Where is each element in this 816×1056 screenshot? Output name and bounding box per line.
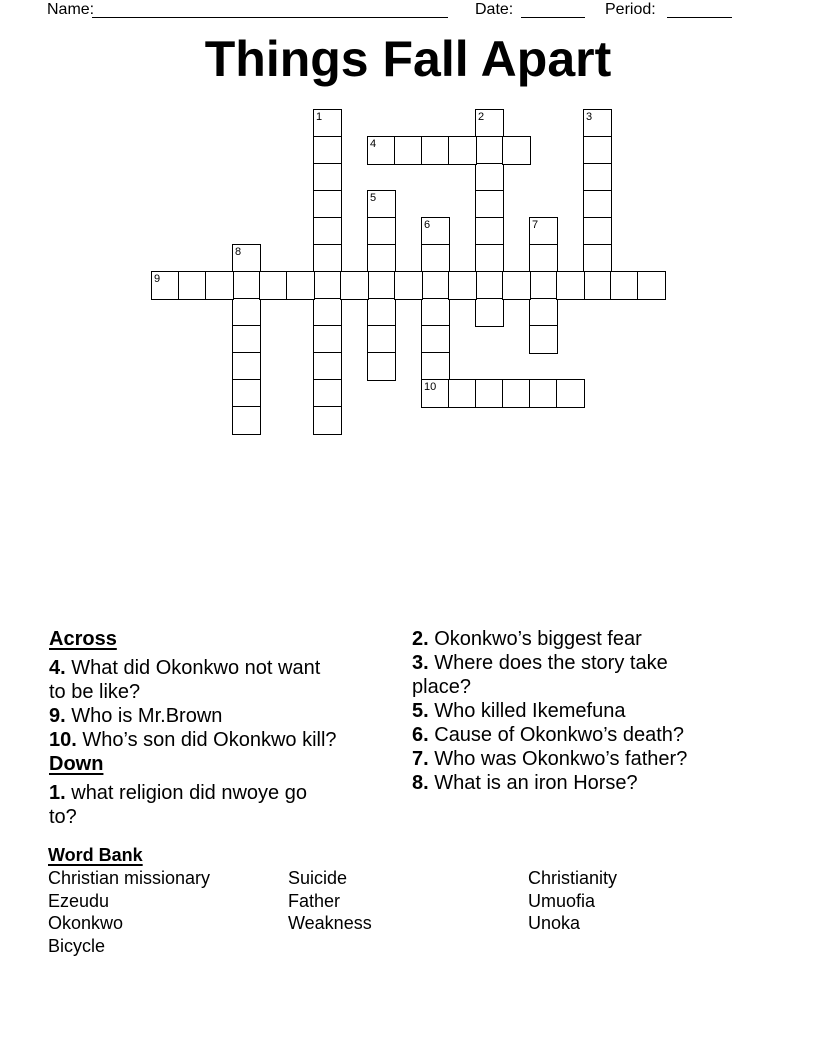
word-bank-item: Umuofia xyxy=(528,890,596,911)
date-blank-line[interactable] xyxy=(521,2,585,18)
word-bank-item: Weakness xyxy=(288,913,372,933)
grid-cell[interactable] xyxy=(637,271,666,300)
clues-heading-across: Across xyxy=(49,628,117,650)
clue-number-label: 6. xyxy=(412,724,429,746)
period-label: Period: xyxy=(605,1,656,18)
grid-cell[interactable] xyxy=(232,271,261,300)
clue-number-label: 10. xyxy=(49,729,77,751)
clues-right-column xyxy=(412,627,798,795)
grid-cell[interactable] xyxy=(367,352,396,381)
grid-cell[interactable] xyxy=(610,271,639,300)
word-bank-column-1 xyxy=(48,867,210,957)
grid-cell[interactable] xyxy=(583,217,612,246)
grid-cell[interactable] xyxy=(313,298,342,327)
name-blank-line[interactable] xyxy=(92,2,448,18)
word-bank-item: Unoka xyxy=(528,913,581,933)
clue-number-label: 5. xyxy=(412,700,429,722)
clues-left-column xyxy=(49,627,409,829)
grid-clue-number-2: 2 xyxy=(478,110,485,123)
grid-cell[interactable] xyxy=(421,271,450,300)
grid-cell[interactable] xyxy=(313,379,342,408)
grid-cell[interactable] xyxy=(448,271,477,300)
clue-3: 3. Where does the story take place? xyxy=(412,652,668,698)
word-bank-item: Suicide xyxy=(288,868,348,888)
grid-cell[interactable] xyxy=(583,163,612,192)
clue-number-label: 2. xyxy=(412,628,429,650)
clue-4: 4. What did Okonkwo not want to be like? xyxy=(49,657,321,703)
word-bank-item: Ezeudu xyxy=(48,890,110,911)
grid-cell[interactable] xyxy=(475,271,504,300)
grid-clue-number-9: 9 xyxy=(154,272,161,285)
grid-cell[interactable] xyxy=(556,379,585,408)
clue-number-label: 8. xyxy=(412,772,429,794)
grid-cell[interactable] xyxy=(286,271,315,300)
grid-cell[interactable] xyxy=(583,244,612,273)
grid-cell[interactable] xyxy=(367,271,396,300)
word-bank-item: Okonkwo xyxy=(48,913,124,933)
grid-cell[interactable] xyxy=(178,271,207,300)
page-title: Things Fall Apart xyxy=(204,31,612,87)
grid-cell[interactable] xyxy=(232,298,261,327)
word-bank-item: Christianity xyxy=(528,868,618,888)
grid-clue-number-10: 10 xyxy=(424,380,437,393)
word-bank-item: Christian missionary xyxy=(48,868,211,888)
clue-number-label: 1. xyxy=(49,782,66,804)
grid-clue-number-1: 1 xyxy=(316,110,323,123)
grid-cell[interactable] xyxy=(367,244,396,273)
grid-clue-number-4: 4 xyxy=(370,137,377,150)
grid-cell[interactable] xyxy=(313,352,342,381)
clue-number-label: 7. xyxy=(412,748,429,770)
grid-cell[interactable] xyxy=(313,217,342,246)
grid-cell[interactable] xyxy=(448,379,477,408)
word-bank-item: Bicycle xyxy=(48,935,106,956)
word-bank xyxy=(48,844,778,956)
grid-cell[interactable] xyxy=(232,406,261,435)
word-bank-item: Father xyxy=(288,890,341,911)
grid-cell[interactable] xyxy=(232,352,261,381)
grid-cell[interactable] xyxy=(583,190,612,219)
grid-cell[interactable] xyxy=(475,190,504,219)
grid-cell[interactable] xyxy=(394,136,423,165)
grid-cell[interactable] xyxy=(529,271,558,300)
word-bank-column-2 xyxy=(288,867,372,935)
grid-clue-number-7: 7 xyxy=(532,218,539,231)
grid-cell[interactable] xyxy=(475,379,504,408)
clue-9: 9. Who is Mr.Brown xyxy=(49,705,223,727)
grid-cell[interactable] xyxy=(421,244,450,273)
grid-cell[interactable] xyxy=(259,271,288,300)
grid-cell[interactable] xyxy=(313,163,342,192)
grid-clue-number-3: 3 xyxy=(586,110,593,123)
grid-cell[interactable] xyxy=(502,136,531,165)
clue-5: 5. Who killed Ikemefuna xyxy=(412,700,626,722)
grid-cell[interactable] xyxy=(529,298,558,327)
grid-cell[interactable] xyxy=(421,325,450,354)
grid-cell[interactable] xyxy=(502,271,531,300)
grid-cell[interactable] xyxy=(313,244,342,273)
grid-cell[interactable] xyxy=(529,379,558,408)
crossword-grid xyxy=(151,109,665,435)
period-blank-line[interactable] xyxy=(667,2,732,18)
grid-cell[interactable] xyxy=(340,271,369,300)
grid-cell[interactable] xyxy=(367,325,396,354)
grid-cell[interactable] xyxy=(475,244,504,273)
grid-cell[interactable] xyxy=(475,163,504,192)
clue-2: 2. Okonkwo’s biggest fear xyxy=(412,628,642,650)
grid-cell[interactable] xyxy=(313,271,342,300)
grid-cell[interactable] xyxy=(475,136,504,165)
grid-cell[interactable] xyxy=(367,298,396,327)
grid-cell[interactable] xyxy=(529,244,558,273)
clue-7: 7. Who was Okonkwo’s father? xyxy=(412,748,688,770)
grid-cell[interactable] xyxy=(394,271,423,300)
clue-8: 8. What is an iron Horse? xyxy=(412,772,638,794)
grid-clue-number-8: 8 xyxy=(235,245,242,258)
date-label: Date: xyxy=(475,1,514,18)
grid-cell[interactable] xyxy=(421,352,450,381)
clue-1: 1. what religion did nwoye go to? xyxy=(49,782,307,828)
grid-cell[interactable] xyxy=(583,136,612,165)
grid-cell[interactable] xyxy=(367,217,396,246)
grid-cell[interactable] xyxy=(529,325,558,354)
clue-10: 10. Who’s son did Okonkwo kill? xyxy=(49,729,337,751)
grid-cell[interactable] xyxy=(448,136,477,165)
grid-cell[interactable] xyxy=(313,136,342,165)
grid-clue-number-6: 6 xyxy=(424,218,431,231)
word-bank-column-3 xyxy=(528,867,617,935)
clues-heading-down: Down xyxy=(49,753,104,775)
grid-cell[interactable] xyxy=(421,298,450,327)
clue-number-label: 3. xyxy=(412,652,429,674)
grid-cell[interactable] xyxy=(232,325,261,354)
clue-number-label: 9. xyxy=(49,705,66,727)
grid-cell[interactable] xyxy=(556,271,585,300)
name-label: Name: xyxy=(47,1,95,18)
grid-cell[interactable] xyxy=(475,298,504,327)
grid-clue-number-5: 5 xyxy=(370,191,377,204)
clue-6: 6. Cause of Okonkwo’s death? xyxy=(412,724,685,746)
grid-cell[interactable] xyxy=(583,271,612,300)
word-bank-heading: Word Bank xyxy=(48,845,143,865)
grid-cell[interactable] xyxy=(421,136,450,165)
grid-cell[interactable] xyxy=(313,190,342,219)
grid-cell[interactable] xyxy=(205,271,234,300)
clue-number-label: 4. xyxy=(49,657,66,679)
grid-cell[interactable] xyxy=(313,406,342,435)
grid-cell[interactable] xyxy=(313,325,342,354)
grid-cell[interactable] xyxy=(502,379,531,408)
grid-cell[interactable] xyxy=(475,217,504,246)
grid-cell[interactable] xyxy=(232,379,261,408)
